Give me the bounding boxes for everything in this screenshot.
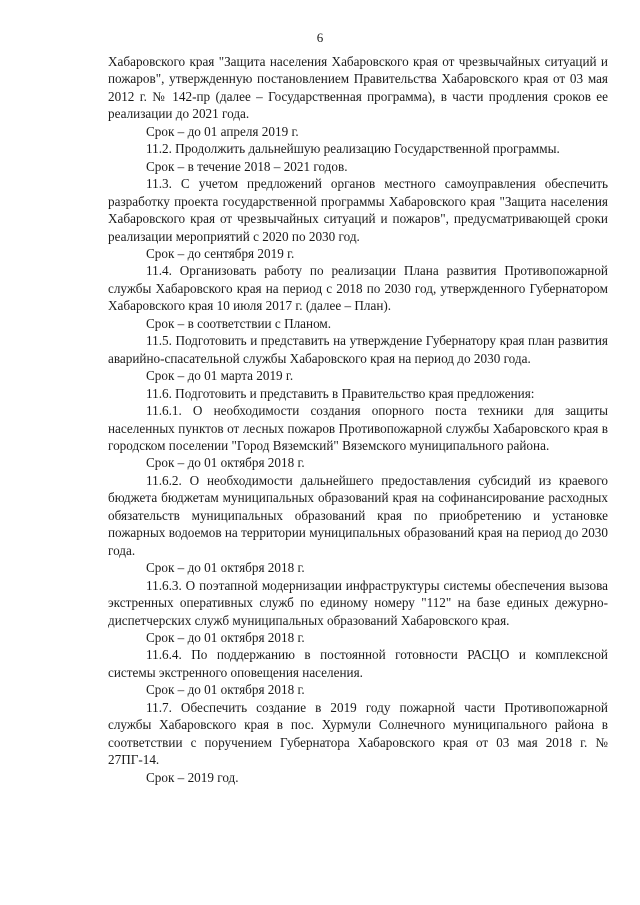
deadline-line: Срок – до 01 марта 2019 г. [146, 368, 294, 384]
deadline-line: Срок – в соответствии с Планом. [146, 315, 332, 331]
paragraph-11-4: 11.4. Организовать работу по реализации Плана развития Противопожарной службы Хабаровского края на период с 2018 по 2030 год, утвержденного Губернатором Хабаровского края 10 июля 2017 г. (далее – План). [108, 263, 608, 314]
paragraph-11-3: 11.3. С учетом предложений органов местного самоуправления обеспечить разработку проекта государственной программы Хабаровского края "Защита населения Хабаровского края от чрезвычайных ситуаций и пожаров", предусматривающей сроки реализации мероприятий с 2020 по 2030 год. [108, 176, 608, 244]
paragraph-11-6: 11.6. Подготовить и представить в Правительство края предложения: [146, 385, 535, 401]
paragraph-11-2: 11.2. Продолжить дальнейшую реализацию Государственной программы. [146, 141, 560, 157]
paragraph-11-6-4: 11.6.4. По поддержанию в постоянной готовности РАСЦО и комплексной системы экстренного оповещения населения. [108, 647, 608, 680]
page-number: 6 [316, 30, 324, 45]
paragraph-11-6-1: 11.6.1. О необходимости создания опорного поста техники для защиты населенных пунктов от лесных пожаров Противопожарной службы Хабаровского края в городском поселении "Город Вяземский" Вяземского муниципального района. [108, 403, 608, 453]
deadline-line: Срок – до 01 октября 2018 г. [146, 629, 305, 645]
deadline-line: Срок – до 01 октября 2018 г. [146, 560, 305, 576]
paragraph-11-5: 11.5. Подготовить и представить на утверждение Губернатору края план развития аварийно-спасательной службы Хабаровского края на период до 2030 года. [108, 333, 608, 366]
deadline-line: Срок – до сентября 2019 г. [146, 245, 295, 261]
paragraph-program-continuation: Хабаровского края "Защита населения Хабаровского края от чрезвычайных ситуаций и пожаров", утвержденную постановлением Правительства Хабаровского края от 03 мая 2012 г. № 142-пр (далее – Государственная программа), в части продления сроков ее реализации до 2021 года. [108, 54, 608, 122]
deadline-line: Срок – до 01 октября 2018 г. [146, 455, 305, 471]
paragraph-11-6-3: 11.6.3. О поэтапной модернизации инфраструктуры системы обеспечения вызова экстренных оперативных служб по единому номеру "112" на базе единых дежурно-диспетчерских служб муниципальных образований Хабаровского края. [108, 577, 608, 628]
deadline-line: Срок – до 01 октября 2018 г. [146, 682, 305, 698]
paragraph-11-6-2: 11.6.2. О необходимости дальнейшего предоставления субсидий из краевого бюджета бюджетам муниципальных образований края на софинансирование расходных обязательств муниципальных образований края по приобретению и установке пожарных водоемов на территории муниципальных образований края на период до 2030 года. [108, 472, 608, 558]
deadline-line: Срок – до 01 апреля 2019 г. [146, 123, 299, 139]
paragraph-11-7: 11.7. Обеспечить создание в 2019 году пожарной части Противопожарной службы Хабаровского края в пос. Хурмули Солнечного муниципального района в соответствии с поручением Губернатора Хабаровского края от 03 мая 2018 г. № 27ПГ-14. [108, 699, 608, 768]
document-body [108, 53, 608, 786]
deadline-line: Срок – в течение 2018 – 2021 годов. [146, 158, 348, 174]
deadline-line: Срок – 2019 год. [146, 769, 239, 785]
